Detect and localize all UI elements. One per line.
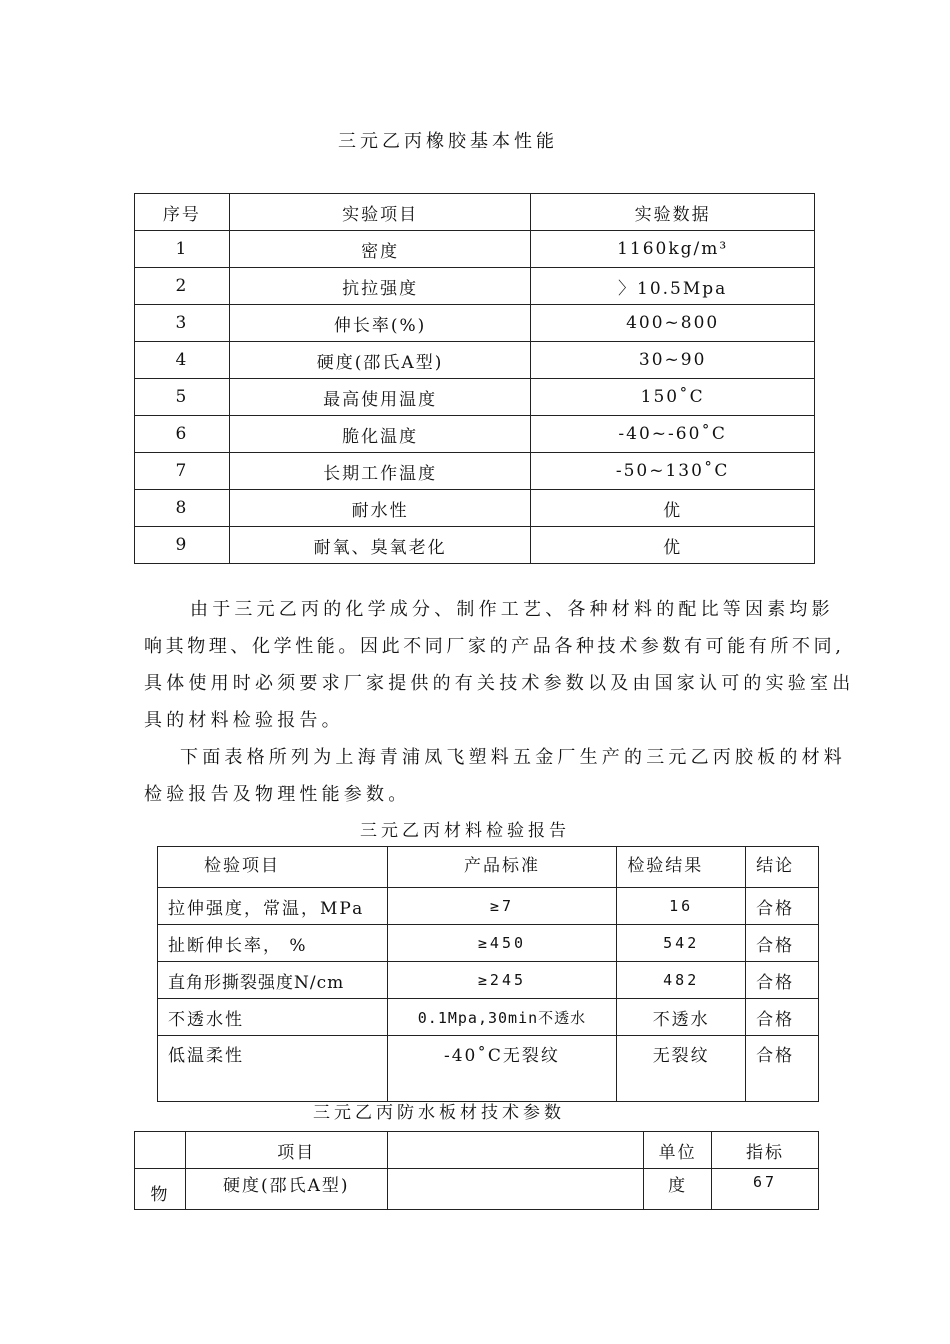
header-cell: [135, 1132, 186, 1169]
header-cell: [387, 1132, 644, 1169]
paragraph-line: 由于三元乙丙的化学成分、制作工艺、各种材料的配比等因素均影: [190, 599, 834, 620]
table-row: [135, 416, 815, 453]
table-cell: 密度: [229, 231, 530, 268]
table-cell: 6: [135, 416, 230, 453]
table-cell: ≥7: [387, 888, 617, 925]
table-cell: 不透水性: [158, 999, 388, 1036]
table-cell: 4: [135, 342, 230, 379]
table-cell: 2: [135, 268, 230, 305]
table-cell: 0.1Mpa,30min不透水: [387, 999, 617, 1036]
header-cell: 检验项目: [158, 847, 388, 888]
table-cell: 硬度(邵氏A型): [229, 342, 530, 379]
paragraph-line: 具体使用时必须要求厂家提供的有关技术参数以及由国家认可的实验室出: [144, 673, 855, 694]
table-row: [158, 1036, 819, 1102]
table-cell: 扯断伸长率， %: [158, 925, 388, 962]
table-header-row: [135, 1132, 819, 1169]
table-cell: 1160kg/m³: [531, 231, 815, 268]
header-cell: 结论: [746, 847, 819, 888]
table-cell: -40~-60˚C: [531, 416, 815, 453]
table-cell: 9: [135, 527, 230, 564]
table-header-row: [158, 847, 819, 888]
table-cell: 3: [135, 305, 230, 342]
paragraph-intro: [144, 591, 854, 739]
rubber-properties-table: [134, 193, 815, 564]
title-rubber-properties: 三元乙丙橡胶基本性能: [338, 131, 558, 152]
table-cell: 67: [712, 1169, 819, 1210]
table-cell: 硬度(邵氏A型): [185, 1169, 387, 1210]
table-cell: 400~800: [531, 305, 815, 342]
table-cell: -40˚C无裂纹: [387, 1036, 617, 1102]
table-cell: 150˚C: [531, 379, 815, 416]
table-row: [158, 962, 819, 999]
paragraph-line: 下面表格所列为上海青浦凤飞塑料五金厂生产的三元乙丙胶板的材料: [180, 747, 846, 768]
technical-parameters-table: [134, 1131, 819, 1210]
table-cell: 7: [135, 453, 230, 490]
table-cell: 1: [135, 231, 230, 268]
table-cell: 合格: [746, 888, 819, 925]
inspection-report-table: [157, 846, 819, 1102]
table-cell: 耐水性: [229, 490, 530, 527]
table-row: [135, 231, 815, 268]
table-cell: 直角形撕裂强度N/cm: [158, 962, 388, 999]
table-cell: 542: [617, 925, 746, 962]
table-row: [135, 527, 815, 564]
title-inspection-report: 三元乙丙材料检验报告: [360, 821, 570, 841]
table-cell: 伸长率(%): [229, 305, 530, 342]
header-cell: 产品标准: [387, 847, 617, 888]
header-cell: 指标: [712, 1132, 819, 1169]
table-cell: [387, 1169, 644, 1210]
paragraph-table-note: [144, 739, 846, 813]
header-cell: 实验数据: [531, 194, 815, 231]
table-row: [158, 888, 819, 925]
table-header-row: [135, 194, 815, 231]
table-cell: 合格: [746, 999, 819, 1036]
table-cell: 低温柔性: [158, 1036, 388, 1102]
table-cell: 优: [531, 527, 815, 564]
table-cell: 8: [135, 490, 230, 527]
table-row: [158, 925, 819, 962]
title-technical-parameters: 三元乙丙防水板材技术参数: [313, 1103, 565, 1123]
table-cell: 5: [135, 379, 230, 416]
table-cell: 抗拉强度: [229, 268, 530, 305]
table-cell: 度: [644, 1169, 712, 1210]
table-row: [135, 342, 815, 379]
table-cell: 无裂纹: [617, 1036, 746, 1102]
table-row: [135, 453, 815, 490]
table-cell: -50~130˚C: [531, 453, 815, 490]
table-row: [135, 305, 815, 342]
header-cell: 实验项目: [229, 194, 530, 231]
table-row: [135, 268, 815, 305]
table-cell: 物: [135, 1169, 186, 1210]
table-cell: 脆化温度: [229, 416, 530, 453]
table-row: [158, 999, 819, 1036]
table-row: [135, 379, 815, 416]
table-cell: 长期工作温度: [229, 453, 530, 490]
table-cell: 合格: [746, 962, 819, 999]
table-cell: 16: [617, 888, 746, 925]
table-cell: 合格: [746, 925, 819, 962]
header-cell: 检验结果: [617, 847, 746, 888]
header-cell: 序号: [135, 194, 230, 231]
table-cell: 耐氧、臭氧老化: [229, 527, 530, 564]
table-cell: 〉10.5Mpa: [531, 268, 815, 305]
table-cell: 30~90: [531, 342, 815, 379]
table-cell: 拉伸强度，常温，MPa: [158, 888, 388, 925]
table-row: [135, 490, 815, 527]
header-cell: 项目: [185, 1132, 387, 1169]
paragraph-line: 响其物理、化学性能。因此不同厂家的产品各种技术参数有可能有所不同,: [144, 636, 845, 657]
table-cell: ≥450: [387, 925, 617, 962]
table-cell: 最高使用温度: [229, 379, 530, 416]
table-cell: 482: [617, 962, 746, 999]
table-row: [135, 1169, 819, 1210]
table-cell: 不透水: [617, 999, 746, 1036]
header-cell: 单位: [644, 1132, 712, 1169]
paragraph-line: 具的材料检验报告。: [144, 710, 344, 731]
table-cell: 合格: [746, 1036, 819, 1102]
table-cell: 优: [531, 490, 815, 527]
paragraph-line: 检验报告及物理性能参数。: [144, 784, 411, 805]
table-cell: ≥245: [387, 962, 617, 999]
